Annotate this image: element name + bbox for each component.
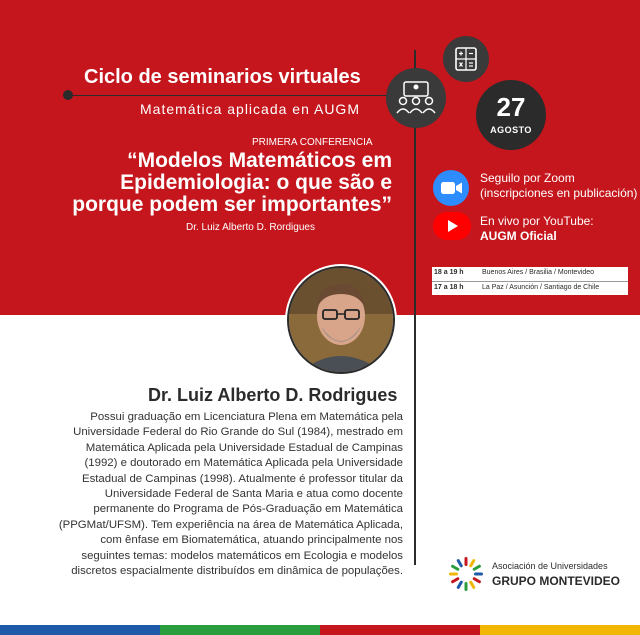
speaker-photo [285, 264, 397, 376]
bio-line: (PPGMat/UFSM). Tem experiência na área de Matemática Aplicada, [58, 518, 403, 531]
speaker-name: Dr. Luiz Alberto D. Rodrigues [148, 385, 398, 405]
zoom-line1: Seguilo por Zoom [480, 171, 575, 185]
youtube-icon[interactable] [433, 212, 471, 240]
augm-logo-icon [448, 556, 484, 592]
org-name-line1: Asociación de Universidades [492, 561, 608, 571]
bio-line: Estadual de Campinas (1998). Atualmente é professor titular da [81, 472, 403, 485]
bio-line: (1992) e doutorado em Matemática Aplicada pela Universidade [84, 457, 403, 470]
youtube-info [480, 214, 594, 244]
date-badge [476, 80, 546, 150]
zoom-info [480, 171, 637, 201]
title-divider-dot [63, 90, 73, 100]
page-subtitle: Matemática aplicada en AUGM [140, 101, 360, 117]
conference-title [20, 150, 392, 216]
zoom-icon[interactable] [433, 170, 469, 206]
youtube-line2: AUGM Oficial [480, 229, 557, 243]
conference-label: PRIMERA CONFERENCIA [252, 137, 373, 148]
bio-line: permanente do Programa de Pós-Graduação em Matemática [93, 503, 403, 516]
bio-line: seguintes temas: modelos matemáticos em Ecologia e modelos [81, 549, 403, 562]
org-name-line2: GRUPO MONTEVIDEO [492, 574, 621, 588]
date-day: 27 [496, 92, 526, 122]
date-month: AGOSTO [490, 125, 532, 135]
schedule-places: La Paz / Asunción / Santiago de Chile [482, 284, 600, 291]
conference-title-line: Epidemiologia: o que são e [120, 171, 392, 194]
schedule-row [432, 267, 628, 281]
calculator-icon [443, 36, 489, 82]
bio-line: Universidade Federal de Santa Maria e atua como docente [104, 488, 403, 501]
footer-stripe-yellow [480, 625, 640, 635]
zoom-line2: (inscripciones en publicación) [480, 186, 638, 200]
speaker-bio [28, 410, 403, 579]
schedule-places: Buenos Aires / Brasilia / Montevideo [482, 269, 595, 276]
conference-speaker: Dr. Luiz Alberto D. Rordigues [186, 222, 315, 233]
footer-stripe-red [320, 625, 480, 635]
footer-stripe-green [160, 625, 320, 635]
footer-stripe-blue [0, 625, 160, 635]
schedule-row [432, 281, 628, 295]
conference-title-line: “Modelos Matemáticos em [127, 149, 392, 172]
page-title: Ciclo de seminarios virtuales [84, 66, 361, 88]
youtube-line1: En vivo por YouTube: [480, 214, 594, 228]
people-network-icon [386, 68, 446, 128]
bio-line: Universidade Federal do Rio Grande do Sul (1984), mestrado em [73, 426, 403, 439]
schedule-time: 18 a 19 h [434, 269, 464, 276]
bio-line: com ênfase em Biomatemática, atuando principalmente nos [100, 534, 403, 547]
title-divider [68, 95, 414, 96]
conference-title-line: porque podem ser importantes” [72, 193, 392, 216]
bio-line: Possui graduação em Licenciatura Plena em Matemática pela [90, 411, 403, 423]
bio-line: discretos espacialmente distribuídos em dinâmica de populações. [71, 565, 403, 578]
schedule-table [432, 267, 628, 295]
schedule-time: 17 a 18 h [434, 284, 464, 291]
bio-line: Matemática Aplicada pela Universidade Estadual de Campinas [85, 441, 403, 454]
